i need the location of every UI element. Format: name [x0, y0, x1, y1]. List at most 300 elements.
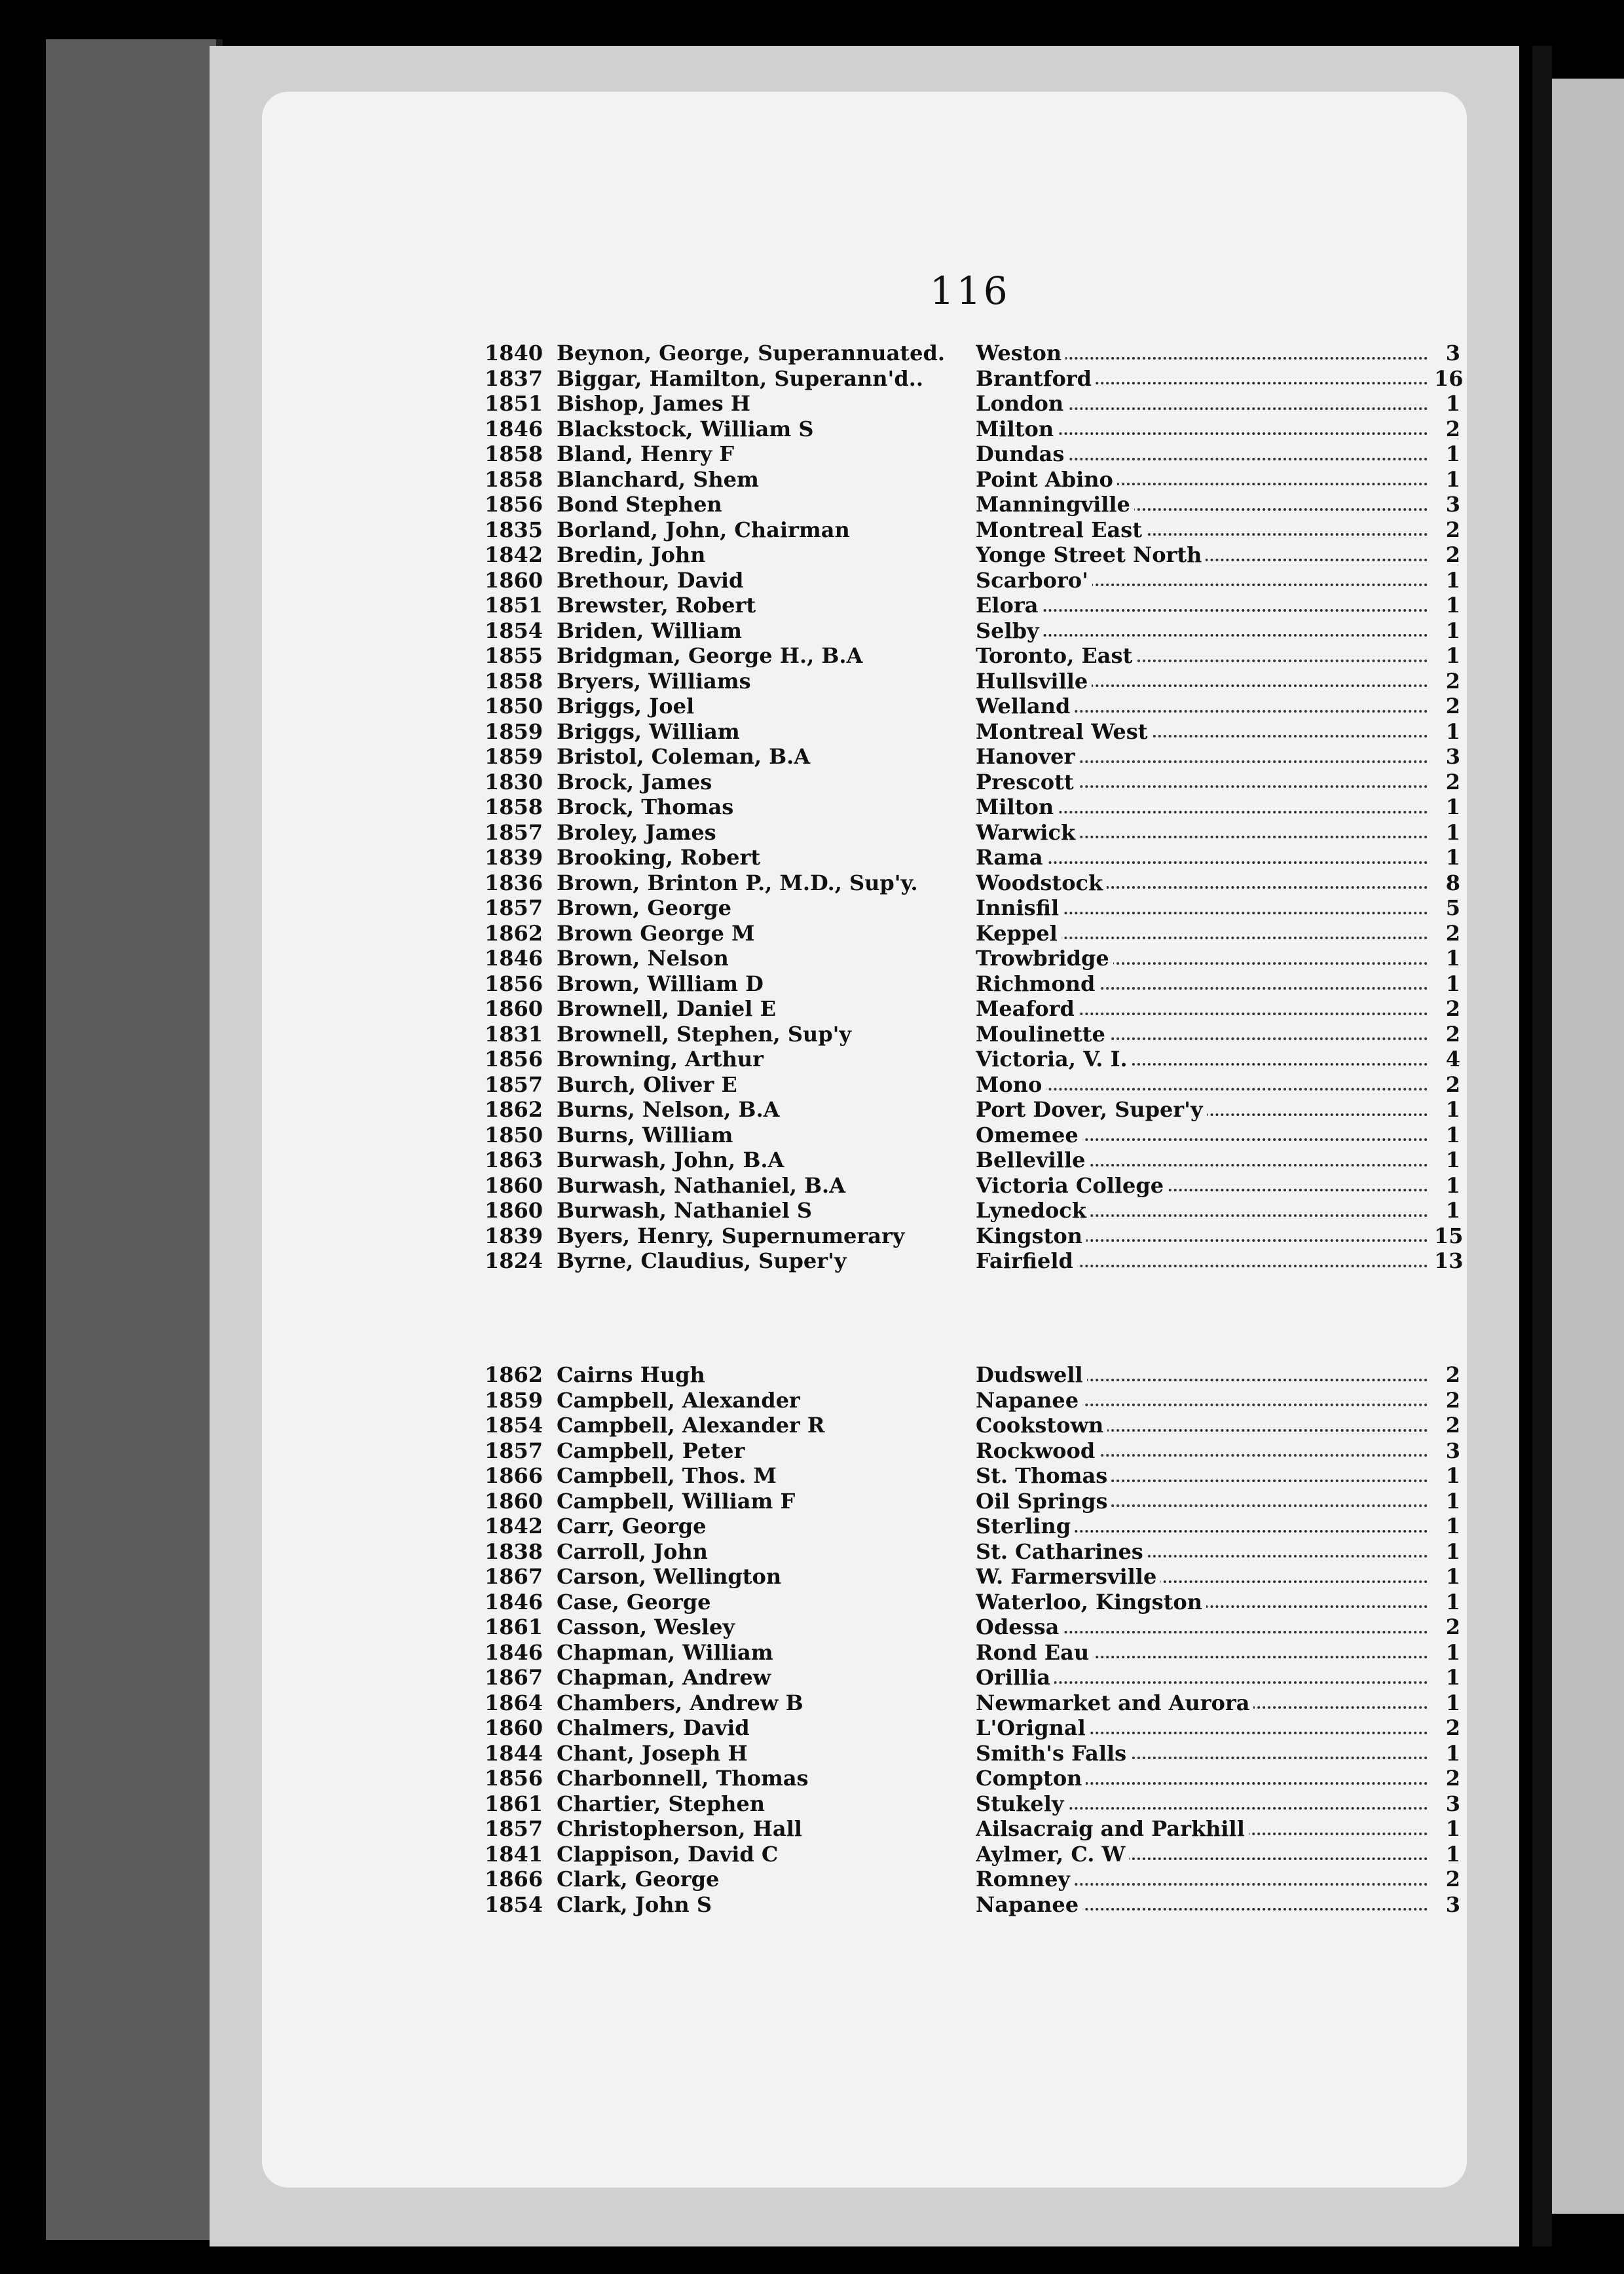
- years-count-cell: 3: [1445, 1892, 1460, 1917]
- place-cell: Dundas: [976, 441, 1434, 467]
- years-count-cell: 2: [1445, 1715, 1460, 1740]
- name-cell: Carr, George: [557, 1514, 707, 1538]
- place-cell: Waterloo, Kingston: [976, 1590, 1434, 1615]
- list-row: [485, 1842, 1460, 1867]
- years-count-cell: 1: [1445, 1538, 1460, 1564]
- place-cell: Rama: [976, 845, 1434, 870]
- years-count-cell: 1: [1445, 1097, 1460, 1122]
- name-cell: Brown, George: [557, 895, 731, 920]
- years-count-cell: 1: [1445, 718, 1460, 744]
- years-count-cell: 2: [1445, 1867, 1460, 1892]
- ministers-list-c: [485, 1362, 1460, 1917]
- name-cell: Burwash, Nathaniel, B.A: [557, 1172, 846, 1198]
- years-count-cell: 2: [1445, 1362, 1460, 1387]
- list-row: [485, 1539, 1460, 1565]
- name-cell: Chant, Joseph H: [557, 1740, 748, 1766]
- place-cell: Montreal East: [976, 517, 1434, 543]
- place-cell: Ailsacraig and Parkhill: [976, 1816, 1434, 1842]
- years-count-cell: 1: [1445, 1172, 1460, 1198]
- place-cell: Rockwood: [976, 1438, 1434, 1464]
- year-cell: 1842: [485, 542, 544, 567]
- name-cell: Burwash, Nathaniel S: [557, 1198, 812, 1223]
- list-row: [485, 341, 1460, 366]
- years-count-cell: 4: [1445, 1047, 1460, 1072]
- name-cell: Bristol, Coleman, B.A: [557, 744, 811, 769]
- place-cell: W. Farmersville: [976, 1564, 1434, 1590]
- year-cell: 1854: [485, 1413, 544, 1438]
- year-cell: 1850: [485, 1122, 544, 1147]
- place-cell: Compton: [976, 1766, 1434, 1791]
- place-cell: Woodstock: [976, 870, 1434, 896]
- list-row: [485, 417, 1460, 442]
- years-count-cell: 2: [1445, 1614, 1460, 1639]
- name-cell: Campbell, Alexander: [557, 1387, 800, 1413]
- name-cell: Campbell, Thos. M: [557, 1463, 777, 1488]
- name-cell: Bishop, James H: [557, 391, 750, 416]
- years-count-cell: 2: [1445, 769, 1460, 794]
- place-cell: Sterling: [976, 1514, 1434, 1539]
- name-cell: Casson, Wesley: [557, 1614, 735, 1639]
- year-cell: 1846: [485, 416, 544, 441]
- list-row: [485, 1248, 1464, 1274]
- years-count-cell: 1: [1445, 1122, 1460, 1147]
- name-cell: Christopherson, Hall: [557, 1816, 802, 1841]
- years-count-cell: 2: [1445, 1766, 1460, 1791]
- year-cell: 1854: [485, 618, 544, 643]
- name-cell: Briden, William: [557, 618, 742, 643]
- year-cell: 1862: [485, 1097, 544, 1122]
- ministers-list-b: [485, 341, 1464, 1274]
- name-cell: Brown, William D: [557, 971, 764, 996]
- list-row: [485, 1690, 1460, 1716]
- years-count-cell: 16: [1434, 365, 1464, 391]
- name-cell: Burns, Nelson, B.A: [557, 1097, 780, 1122]
- place-cell: London: [976, 391, 1434, 417]
- name-cell: Chapman, William: [557, 1639, 773, 1665]
- year-cell: 1840: [485, 341, 544, 365]
- place-cell: Trowbridge: [976, 946, 1434, 971]
- name-cell: Charbonnell, Thomas: [557, 1766, 809, 1791]
- list-row: [485, 1614, 1460, 1640]
- list-row: [485, 568, 1460, 593]
- list-row: [485, 1741, 1460, 1766]
- list-row: [485, 794, 1460, 820]
- place-cell: Hanover: [976, 744, 1434, 770]
- list-row: [485, 669, 1460, 694]
- year-cell: 1851: [485, 391, 544, 416]
- year-cell: 1835: [485, 517, 544, 542]
- list-row: [485, 1022, 1460, 1047]
- place-cell: Odessa: [976, 1614, 1434, 1640]
- year-cell: 1839: [485, 1223, 544, 1248]
- years-count-cell: 2: [1445, 542, 1460, 567]
- list-row: [485, 921, 1460, 946]
- facing-page-sliver: [1552, 79, 1624, 2214]
- list-row: [485, 1715, 1460, 1741]
- years-count-cell: 2: [1445, 517, 1460, 542]
- years-count-cell: 1: [1445, 1198, 1460, 1223]
- place-cell: St. Catharines: [976, 1539, 1434, 1565]
- years-count-cell: 2: [1445, 416, 1460, 441]
- place-cell: Napanee: [976, 1892, 1434, 1918]
- list-row: [485, 845, 1460, 870]
- list-row: [485, 1097, 1460, 1123]
- list-row: [485, 1766, 1460, 1791]
- years-count-cell: 1: [1445, 1488, 1460, 1514]
- name-cell: Beynon, George, Superannuated.: [557, 341, 945, 365]
- year-cell: 1864: [485, 1690, 544, 1715]
- years-count-cell: 1: [1445, 1665, 1460, 1690]
- year-cell: 1856: [485, 1766, 544, 1791]
- years-count-cell: 2: [1445, 1072, 1460, 1097]
- list-row: [485, 1665, 1460, 1690]
- years-count-cell: 1: [1445, 1564, 1460, 1589]
- year-cell: 1862: [485, 920, 544, 946]
- list-row: [485, 946, 1460, 971]
- year-cell: 1855: [485, 643, 544, 668]
- name-cell: Carson, Wellington: [557, 1564, 782, 1589]
- place-cell: Orillia: [976, 1665, 1434, 1690]
- years-count-cell: 3: [1445, 341, 1460, 365]
- year-cell: 1867: [485, 1564, 544, 1589]
- list-row: [485, 1047, 1460, 1072]
- name-cell: Bland, Henry F: [557, 441, 735, 466]
- list-row: [485, 719, 1460, 745]
- years-count-cell: 3: [1445, 744, 1460, 769]
- name-cell: Blackstock, William S: [557, 416, 814, 441]
- place-cell: Victoria College: [976, 1173, 1434, 1199]
- name-cell: Burns, William: [557, 1122, 733, 1147]
- place-cell: Warwick: [976, 820, 1434, 846]
- name-cell: Clark, John S: [557, 1892, 712, 1917]
- year-cell: 1846: [485, 946, 544, 971]
- place-cell: Montreal West: [976, 719, 1434, 745]
- place-cell: Victoria, V. I.: [976, 1047, 1434, 1072]
- name-cell: Browning, Arthur: [557, 1047, 764, 1072]
- years-count-cell: 1: [1445, 1639, 1460, 1665]
- place-cell: Kingston: [976, 1223, 1434, 1249]
- year-cell: 1860: [485, 1172, 544, 1198]
- page-number: 116: [930, 269, 1010, 313]
- place-cell: Newmarket and Aurora: [976, 1690, 1434, 1716]
- years-count-cell: 1: [1445, 567, 1460, 593]
- place-cell: Cookstown: [976, 1413, 1434, 1438]
- place-cell: Innisfil: [976, 895, 1434, 921]
- years-count-cell: 2: [1445, 920, 1460, 946]
- place-cell: Rond Eau: [976, 1640, 1434, 1666]
- name-cell: Chartier, Stephen: [557, 1791, 765, 1816]
- place-cell: Moulinette: [976, 1022, 1434, 1047]
- place-cell: Yonge Street North: [976, 542, 1434, 568]
- year-cell: 1859: [485, 1387, 544, 1413]
- list-row: [485, 1173, 1460, 1199]
- list-row: [485, 618, 1460, 644]
- name-cell: Clappison, David C: [557, 1841, 779, 1867]
- place-cell: L'Orignal: [976, 1715, 1434, 1741]
- name-cell: Byers, Henry, Supernumerary: [557, 1223, 905, 1248]
- years-count-cell: 1: [1445, 1816, 1460, 1841]
- place-cell: Manningville: [976, 492, 1434, 517]
- list-row: [485, 1514, 1460, 1539]
- name-cell: Brock, James: [557, 769, 712, 794]
- name-cell: Borland, John, Chairman: [557, 517, 850, 542]
- place-cell: Welland: [976, 694, 1434, 719]
- list-row: [485, 542, 1460, 568]
- year-cell: 1851: [485, 593, 544, 618]
- name-cell: Bryers, Williams: [557, 668, 751, 694]
- year-cell: 1860: [485, 996, 544, 1021]
- name-cell: Campbell, William F: [557, 1488, 796, 1514]
- name-cell: Campbell, Alexander R: [557, 1413, 825, 1438]
- years-count-cell: 2: [1445, 1413, 1460, 1438]
- list-row: [485, 1489, 1460, 1514]
- years-count-cell: 1: [1445, 1514, 1460, 1538]
- years-count-cell: 1: [1445, 1690, 1460, 1715]
- list-row: [485, 996, 1460, 1022]
- name-cell: Bond Stephen: [557, 492, 722, 517]
- name-cell: Chalmers, David: [557, 1715, 750, 1740]
- year-cell: 1860: [485, 1715, 544, 1740]
- list-row: [485, 744, 1460, 770]
- name-cell: Brooking, Robert: [557, 845, 761, 870]
- years-count-cell: 1: [1445, 618, 1460, 643]
- place-cell: Selby: [976, 618, 1434, 644]
- years-count-cell: 1: [1445, 1740, 1460, 1766]
- year-cell: 1842: [485, 1514, 544, 1538]
- year-cell: 1846: [485, 1639, 544, 1665]
- name-cell: Brewster, Robert: [557, 593, 756, 618]
- year-cell: 1831: [485, 1021, 544, 1047]
- place-cell: Milton: [976, 794, 1434, 820]
- gutter-edge: [1532, 46, 1552, 2246]
- name-cell: Brown George M: [557, 920, 755, 946]
- name-cell: Biggar, Hamilton, Superann'd..: [557, 365, 923, 391]
- list-row: [485, 643, 1460, 669]
- list-row: [485, 441, 1460, 467]
- list-row: [485, 895, 1460, 921]
- years-count-cell: 1: [1445, 1463, 1460, 1488]
- year-cell: 1824: [485, 1248, 544, 1273]
- place-cell: Scarboro': [976, 568, 1434, 593]
- year-cell: 1859: [485, 718, 544, 744]
- years-count-cell: 1: [1445, 1589, 1460, 1614]
- years-count-cell: 3: [1445, 492, 1460, 517]
- year-cell: 1830: [485, 769, 544, 794]
- name-cell: Chambers, Andrew B: [557, 1690, 803, 1715]
- name-cell: Brownell, Stephen, Sup'y: [557, 1021, 851, 1047]
- year-cell: 1850: [485, 694, 544, 718]
- place-cell: Richmond: [976, 971, 1434, 997]
- place-cell: Toronto, East: [976, 643, 1434, 669]
- year-cell: 1857: [485, 1816, 544, 1841]
- place-cell: Dudswell: [976, 1362, 1434, 1388]
- name-cell: Burwash, John, B.A: [557, 1147, 784, 1172]
- name-cell: Chapman, Andrew: [557, 1665, 771, 1690]
- years-count-cell: 1: [1445, 391, 1460, 416]
- list-row: [485, 1438, 1460, 1464]
- year-cell: 1854: [485, 1892, 544, 1917]
- years-count-cell: 1: [1445, 593, 1460, 618]
- list-row: [485, 1816, 1460, 1842]
- name-cell: Byrne, Claudius, Super'y: [557, 1248, 847, 1273]
- years-count-cell: 5: [1445, 895, 1460, 920]
- place-cell: Milton: [976, 417, 1434, 442]
- years-count-cell: 1: [1445, 466, 1460, 492]
- year-cell: 1857: [485, 1438, 544, 1463]
- year-cell: 1846: [485, 1589, 544, 1614]
- list-row: [485, 870, 1460, 896]
- year-cell: 1858: [485, 794, 544, 819]
- years-count-cell: 1: [1445, 819, 1460, 845]
- book-spine: [46, 39, 223, 2240]
- year-cell: 1844: [485, 1740, 544, 1766]
- years-count-cell: 2: [1445, 694, 1460, 718]
- place-cell: Hullsville: [976, 669, 1434, 694]
- year-cell: 1862: [485, 1362, 544, 1387]
- year-cell: 1861: [485, 1614, 544, 1639]
- list-row: [485, 1388, 1460, 1413]
- name-cell: Brownell, Daniel E: [557, 996, 776, 1021]
- year-cell: 1860: [485, 1198, 544, 1223]
- name-cell: Campbell, Peter: [557, 1438, 745, 1463]
- list-row: [485, 365, 1464, 392]
- place-cell: Brantford: [976, 366, 1434, 392]
- list-row: [485, 694, 1460, 719]
- year-cell: 1856: [485, 1047, 544, 1072]
- list-row: [485, 1198, 1460, 1223]
- year-cell: 1866: [485, 1463, 544, 1488]
- place-cell: Elora: [976, 593, 1434, 618]
- year-cell: 1867: [485, 1665, 544, 1690]
- list-row: [485, 971, 1460, 997]
- list-row: [485, 492, 1460, 517]
- name-cell: Blanchard, Shem: [557, 466, 759, 492]
- name-cell: Briggs, William: [557, 718, 740, 744]
- list-row: [485, 820, 1460, 846]
- list-row: [485, 1791, 1460, 1817]
- place-cell: Port Dover, Super'y: [976, 1097, 1434, 1123]
- place-cell: Omemee: [976, 1123, 1434, 1148]
- list-row: [485, 1640, 1460, 1666]
- name-cell: Bredin, John: [557, 542, 706, 567]
- year-cell: 1841: [485, 1841, 544, 1867]
- list-row: [485, 593, 1460, 618]
- year-cell: 1857: [485, 895, 544, 920]
- list-row: [485, 1867, 1460, 1892]
- place-cell: Aylmer, C. W: [976, 1842, 1434, 1867]
- list-row: [485, 1147, 1460, 1173]
- years-count-cell: 2: [1445, 668, 1460, 694]
- list-row: [485, 1564, 1460, 1590]
- place-cell: Fairfield: [976, 1248, 1434, 1274]
- name-cell: Brown, Nelson: [557, 946, 729, 971]
- year-cell: 1863: [485, 1147, 544, 1172]
- place-cell: Mono: [976, 1072, 1434, 1098]
- year-cell: 1838: [485, 1538, 544, 1564]
- place-cell: Point Abino: [976, 467, 1434, 493]
- place-cell: Oil Springs: [976, 1489, 1434, 1514]
- year-cell: 1857: [485, 1072, 544, 1097]
- place-cell: Prescott: [976, 770, 1434, 795]
- name-cell: Broley, James: [557, 819, 716, 845]
- name-cell: Brown, Brinton P., M.D., Sup'y.: [557, 870, 918, 895]
- years-count-cell: 2: [1445, 1387, 1460, 1413]
- list-row: [485, 1362, 1460, 1388]
- year-cell: 1858: [485, 668, 544, 694]
- list-row: [485, 1413, 1460, 1438]
- name-cell: Brock, Thomas: [557, 794, 734, 819]
- year-cell: 1839: [485, 845, 544, 870]
- years-count-cell: 3: [1445, 1438, 1460, 1463]
- year-cell: 1859: [485, 744, 544, 769]
- year-cell: 1857: [485, 819, 544, 845]
- list-row: [485, 1590, 1460, 1615]
- year-cell: 1860: [485, 567, 544, 593]
- name-cell: Burch, Oliver E: [557, 1072, 737, 1097]
- list-row: [485, 1223, 1464, 1249]
- year-cell: 1860: [485, 1488, 544, 1514]
- years-count-cell: 1: [1445, 971, 1460, 996]
- list-row: [485, 467, 1460, 493]
- name-cell: Bridgman, George H., B.A: [557, 643, 863, 668]
- years-count-cell: 2: [1445, 1021, 1460, 1047]
- place-cell: Belleville: [976, 1147, 1434, 1173]
- year-cell: 1836: [485, 870, 544, 895]
- name-cell: Clark, George: [557, 1867, 720, 1892]
- place-cell: Weston: [976, 341, 1434, 366]
- years-count-cell: 8: [1445, 870, 1460, 895]
- years-count-cell: 1: [1445, 1841, 1460, 1867]
- years-count-cell: 1: [1445, 794, 1460, 819]
- years-count-cell: 1: [1445, 845, 1460, 870]
- name-cell: Brethour, David: [557, 567, 744, 593]
- place-cell: Stukely: [976, 1791, 1434, 1817]
- year-cell: 1856: [485, 971, 544, 996]
- place-cell: Meaford: [976, 996, 1434, 1022]
- place-cell: Napanee: [976, 1388, 1434, 1413]
- years-count-cell: 1: [1445, 441, 1460, 466]
- year-cell: 1856: [485, 492, 544, 517]
- name-cell: Case, George: [557, 1589, 711, 1614]
- list-row: [485, 1463, 1460, 1489]
- years-count-cell: 1: [1445, 946, 1460, 971]
- year-cell: 1837: [485, 365, 544, 391]
- years-count-cell: 2: [1445, 996, 1460, 1021]
- place-cell: Smith's Falls: [976, 1741, 1434, 1766]
- name-cell: Carroll, John: [557, 1538, 708, 1564]
- place-cell: Lynedock: [976, 1198, 1434, 1223]
- years-count-cell: 13: [1434, 1248, 1464, 1273]
- year-cell: 1858: [485, 466, 544, 492]
- list-row: [485, 517, 1460, 543]
- name-cell: Cairns Hugh: [557, 1362, 705, 1387]
- list-row: [485, 770, 1460, 795]
- years-count-cell: 1: [1445, 1147, 1460, 1172]
- years-count-cell: 15: [1434, 1223, 1464, 1248]
- year-cell: 1858: [485, 441, 544, 466]
- place-cell: Romney: [976, 1867, 1434, 1892]
- year-cell: 1861: [485, 1791, 544, 1816]
- list-row: [485, 1072, 1460, 1098]
- years-count-cell: 3: [1445, 1791, 1460, 1816]
- years-count-cell: 1: [1445, 643, 1460, 668]
- place-cell: St. Thomas: [976, 1463, 1434, 1489]
- list-row: [485, 1123, 1460, 1148]
- place-cell: Keppel: [976, 921, 1434, 946]
- list-row: [485, 391, 1460, 417]
- name-cell: Briggs, Joel: [557, 694, 695, 718]
- year-cell: 1866: [485, 1867, 544, 1892]
